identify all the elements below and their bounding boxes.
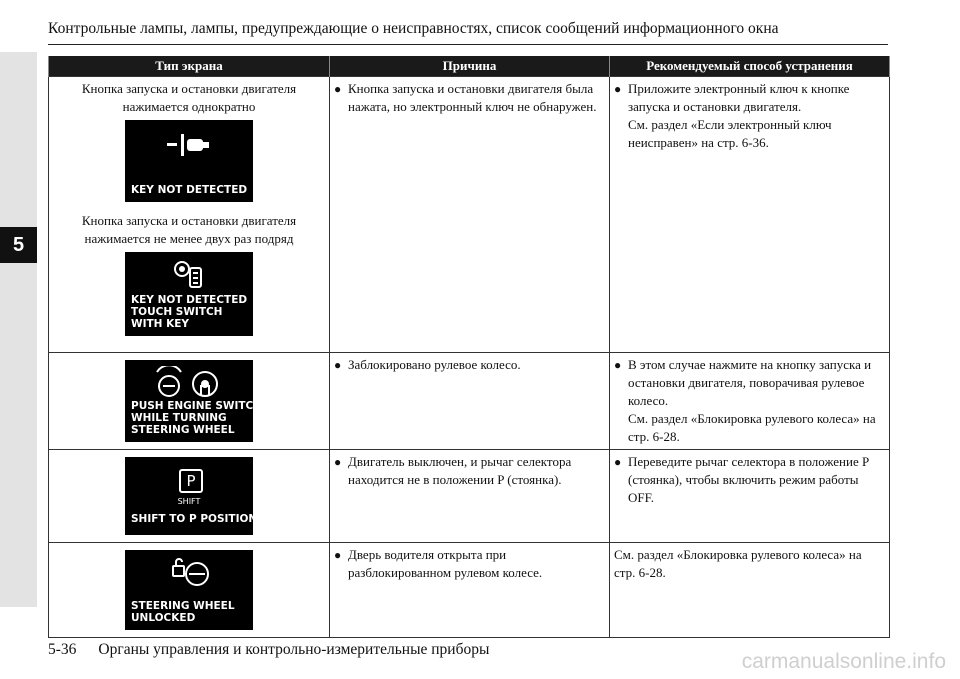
remedy-cell [610,450,890,543]
remedy-cell [610,353,890,450]
bullet-dot: ● [334,82,342,96]
key-signal-icon [167,132,211,158]
chapter-tab[interactable]: 5 [0,227,37,263]
remedy-reference: См. раздел «Блокировка рулевого колеса» на стр. 6-28. [628,411,876,444]
watermark: carmanualsonline.info [741,650,946,673]
header-divider [48,44,888,45]
remedy-cell [610,77,890,353]
display-screen-key-not-detected [125,120,253,202]
messages-table [48,56,890,638]
section-title: Органы управления и контрольно-измерительные приборы [98,641,490,658]
table-header-row [49,56,890,77]
remedy-bullet: ● Переведите рычаг селектора в положение P (стоянка), чтобы включить режим работы OFF. [614,454,869,505]
cause-bullet: ● Двигатель выключен, и рычаг селектора находится не в положении P (стоянка). [334,454,572,487]
screen-cell [49,353,330,450]
bullet-dot: ● [334,548,342,562]
cause-bullet: ● Заблокировано рулевое колесо. [334,357,521,372]
screen-label: KEY NOT DETECTED [131,184,248,196]
remedy-reference: См. раздел «Если электронный ключ неисправен» на стр. 6-36. [628,117,832,150]
park-indicator-icon: P [179,469,203,493]
bullet-dot: ● [334,358,342,372]
screen-label: SHIFT TO P POSITION [131,513,258,525]
screen-label: PUSH ENGINE SWITCH WHILE TURNING STEERING WHEEL [131,400,263,436]
remedy-bullet: ● Приложите электронный ключ к кнопке запуска и остановки двигателя. [614,81,850,114]
chapter-sidebar [0,52,37,607]
screen-cell [49,450,330,543]
page-header-title: Контрольные лампы, лампы, предупреждающие о неисправностях, список сообщений информационного окна [48,20,779,37]
display-screen-shift-to-p [125,457,258,535]
table-row [49,450,890,543]
remedy-cell [610,543,890,638]
shift-label: SHIFT [177,497,201,506]
screen-cell [49,543,330,638]
screen-caption: Кнопка запуска и остановки двигателя нажимается не менее двух раз подряд [81,213,297,246]
cause-cell [330,450,610,543]
key-fob-icon [173,258,205,290]
col-header-cause: Причина [330,56,610,77]
table-row [49,543,890,638]
cause-bullet: ● Дверь водителя открыта при разблокированном рулевом колесе. [334,547,543,580]
display-screen-touch-switch [125,252,253,336]
page-footer [48,641,489,659]
col-header-remedy: Рекомендуемый способ устранения [610,56,890,77]
bullet-dot: ● [614,358,622,372]
col-header-screen: Тип экрана [49,56,330,77]
steering-unlock-icon [171,556,211,590]
cause-cell [330,543,610,638]
cause-cell [330,353,610,450]
table-row [49,77,890,353]
page-number: 5-36 [48,641,77,658]
screen-label: STEERING WHEEL UNLOCKED [131,600,235,624]
remedy-bullet: ● В этом случае нажмите на кнопку запуска и остановки двигателя, поворачивая рулевое колесо. [614,357,872,408]
bullet-dot: ● [334,455,342,469]
cause-bullet: ● Кнопка запуска и остановки двигателя была нажата, но электронный ключ не обнаружен. [334,81,597,114]
screen-caption: Кнопка запуска и остановки двигателя нажимается однократно [81,81,297,114]
display-screen-steering-unlocked [125,550,253,630]
screen-cell [49,77,330,353]
screen-label: KEY NOT DETECTED TOUCH SWITCH WITH KEY [131,294,248,330]
steering-wheel-icon [149,366,229,398]
bullet-dot: ● [614,82,622,96]
bullet-dot: ● [614,455,622,469]
table-row [49,353,890,450]
display-screen-push-engine-switch [125,360,263,442]
cause-cell [330,77,610,353]
remedy-reference: См. раздел «Блокировка рулевого колеса» на стр. 6-28. [614,547,862,580]
